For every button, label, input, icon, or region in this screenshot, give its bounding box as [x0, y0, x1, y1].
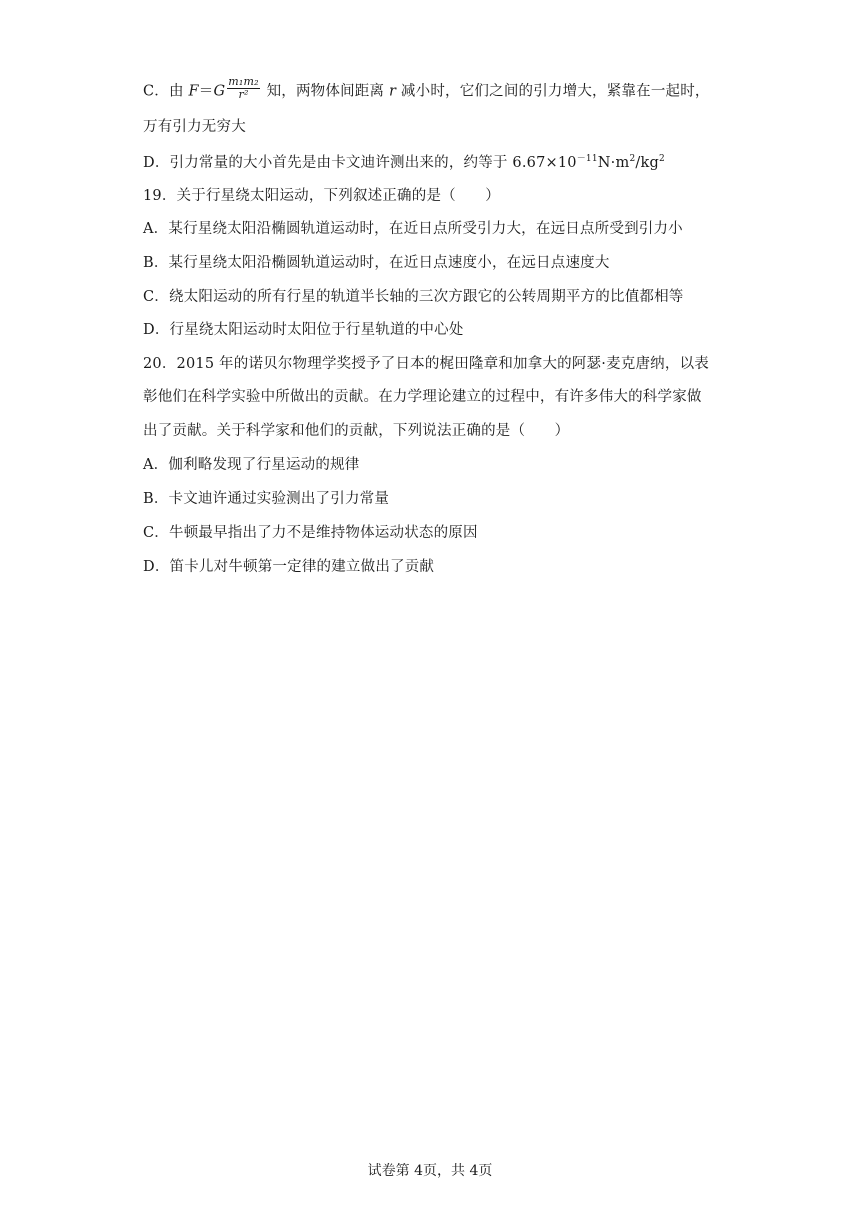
q18-option-c-line2: 万有引力无穷大 [143, 119, 246, 135]
q20-option-a: A．伽利略发现了行星运动的规律 [143, 457, 360, 473]
q18-option-d-unit-kg: /kg [635, 155, 659, 171]
q19-option-b: B．某行星绕太阳沿椭圆轨道运动时，在近日点速度小，在远日点速度大 [143, 255, 610, 271]
q18-option-d-unit: N·m [597, 155, 630, 171]
q18-option-d-exponent: －11 [576, 154, 598, 165]
formula-denominator: r² [238, 88, 249, 101]
q20-stem-line1: 20．2015 年的诺贝尔物理学奖授予了日本的梶田隆章和加拿大的阿瑟·麦克唐纳，以表 [143, 356, 709, 372]
q20-option-c: C．牛顿最早指出了力不是维持物体运动状态的原因 [143, 525, 478, 541]
q20-stem-line3: 出了贡献。关于科学家和他们的贡献，下列说法正确的是（ ） [143, 423, 570, 439]
q18-option-d [143, 153, 665, 173]
q18-option-d-unit-exp2: 2 [658, 154, 665, 165]
q19-option-a: A．某行星绕太阳沿椭圆轨道运动时，在近日点所受引力大，在远日点所受到引力小 [143, 221, 683, 237]
q18-option-c-text-b: 减小时，它们之间的引力增大，紧靠在一起时， [396, 83, 710, 100]
q18-option-d-unit-exp1: 2 [629, 154, 636, 165]
q19-option-d: D．行星绕太阳运动时太阳位于行星轨道的中心处 [143, 322, 464, 338]
q18-option-c-prefix: C．由 [143, 83, 189, 100]
q20-option-b: B．卡文迪许通过实验测出了引力常量 [143, 491, 390, 507]
formula-G: G [213, 83, 226, 100]
page-footer: 试卷第 4页，共 4页 [367, 1163, 493, 1179]
q18-option-d-text: D．引力常量的大小首先是由卡文迪许测出来的，约等于 6.67×10 [143, 155, 577, 171]
variable-r: r [388, 83, 397, 100]
formula-numerator: m₁m₂ [228, 75, 259, 88]
q19-option-c: C．绕太阳运动的所有行星的轨道半长轴的三次方跟它的公转周期平方的比值都相等 [143, 289, 684, 305]
q19-stem: 19．关于行星绕太阳运动，下列叙述正确的是（ ） [143, 188, 500, 204]
formula-fraction [227, 76, 259, 101]
formula-F: F [188, 83, 199, 100]
q18-option-c-text-a: 知，两物体间距离 [261, 83, 389, 100]
q20-stem-line2: 彰他们在科学实验中所做出的贡献。在力学理论建立的过程中，有许多伟大的科学家做 [143, 389, 702, 405]
q18-option-c-line1 [143, 75, 710, 104]
formula-eq: ＝ [198, 83, 214, 100]
q20-option-d: D．笛卡儿对牛顿第一定律的建立做出了贡献 [143, 559, 435, 575]
